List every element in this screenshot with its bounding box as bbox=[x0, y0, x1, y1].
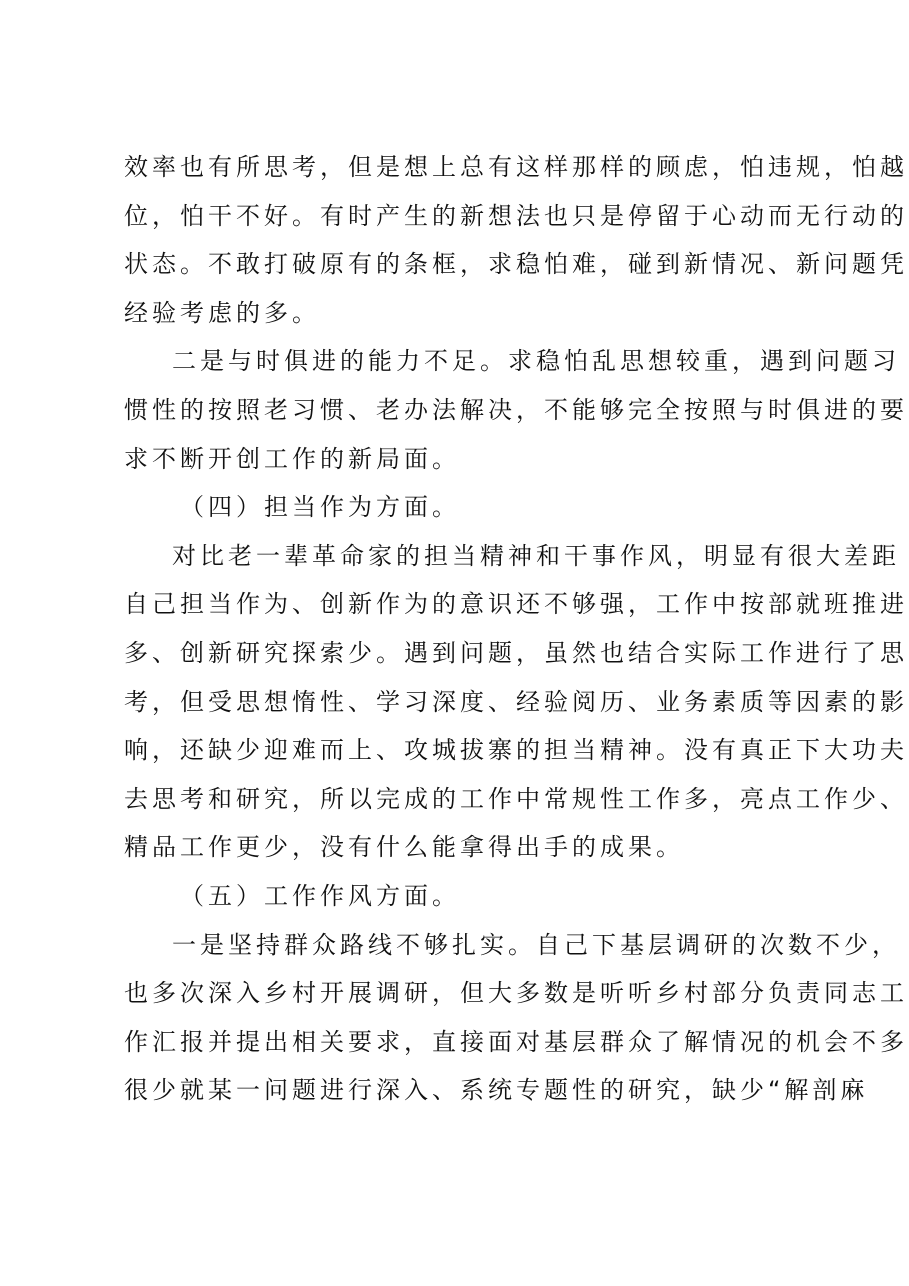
paragraph-start-line: 一是坚持群众路线不够扎实。自己下基层调研的次数不少， bbox=[172, 930, 900, 959]
text-line: 求不断开创工作的新局面。 bbox=[124, 444, 460, 473]
text-line: 状态。不敢打破原有的条框，求稳怕难，碰到新情况、新问题凭 bbox=[124, 250, 908, 279]
paragraph-start-line: 对比老一辈革命家的担当精神和干事作风，明显有很大差距 bbox=[172, 541, 900, 570]
text-line: 效率也有所思考，但是想上总有这样那样的顾虑，怕违规，怕越 bbox=[124, 153, 908, 181]
document-body bbox=[124, 143, 908, 1115]
text-line: 自己担当作为、创新作为的意识还不够强，工作中按部就班推进 bbox=[124, 590, 908, 619]
text-line: 响，还缺少迎难而上、攻城拔寨的担当精神。没有真正下大功夫 bbox=[124, 736, 908, 765]
section-heading: （四）担当作为方面。 bbox=[180, 493, 460, 522]
text-line: 很少就某一问题进行深入、系统专题性的研究，缺少“解剖麻 bbox=[124, 1076, 869, 1105]
text-line: 作汇报并提出相关要求，直接面对基层群众了解情况的机会不多 bbox=[124, 1027, 908, 1056]
text-line: 去思考和研究，所以完成的工作中常规性工作多，亮点工作少、 bbox=[124, 784, 908, 813]
section-heading: （五）工作作风方面。 bbox=[180, 881, 460, 910]
text-line: 惯性的按照老习惯、老办法解决，不能够完全按照与时俱进的要 bbox=[124, 395, 908, 424]
text-line: 多、创新研究探索少。遇到问题，虽然也结合实际工作进行了思 bbox=[124, 638, 908, 667]
text-line: 经验考虑的多。 bbox=[124, 298, 320, 327]
text-line: 也多次深入乡村开展调研，但大多数是听听乡村部分负责同志工 bbox=[124, 979, 908, 1008]
text-line: 精品工作更少，没有什么能拿得出手的成果。 bbox=[124, 833, 684, 862]
text-line: 考，但受思想惰性、学习深度、经验阅历、业务素质等因素的影 bbox=[124, 687, 908, 716]
paragraph-start-line: 二是与时俱进的能力不足。求稳怕乱思想较重，遇到问题习 bbox=[172, 347, 900, 376]
text-line: 位，怕干不好。有时产生的新想法也只是停留于心动而无行动的 bbox=[124, 201, 908, 230]
